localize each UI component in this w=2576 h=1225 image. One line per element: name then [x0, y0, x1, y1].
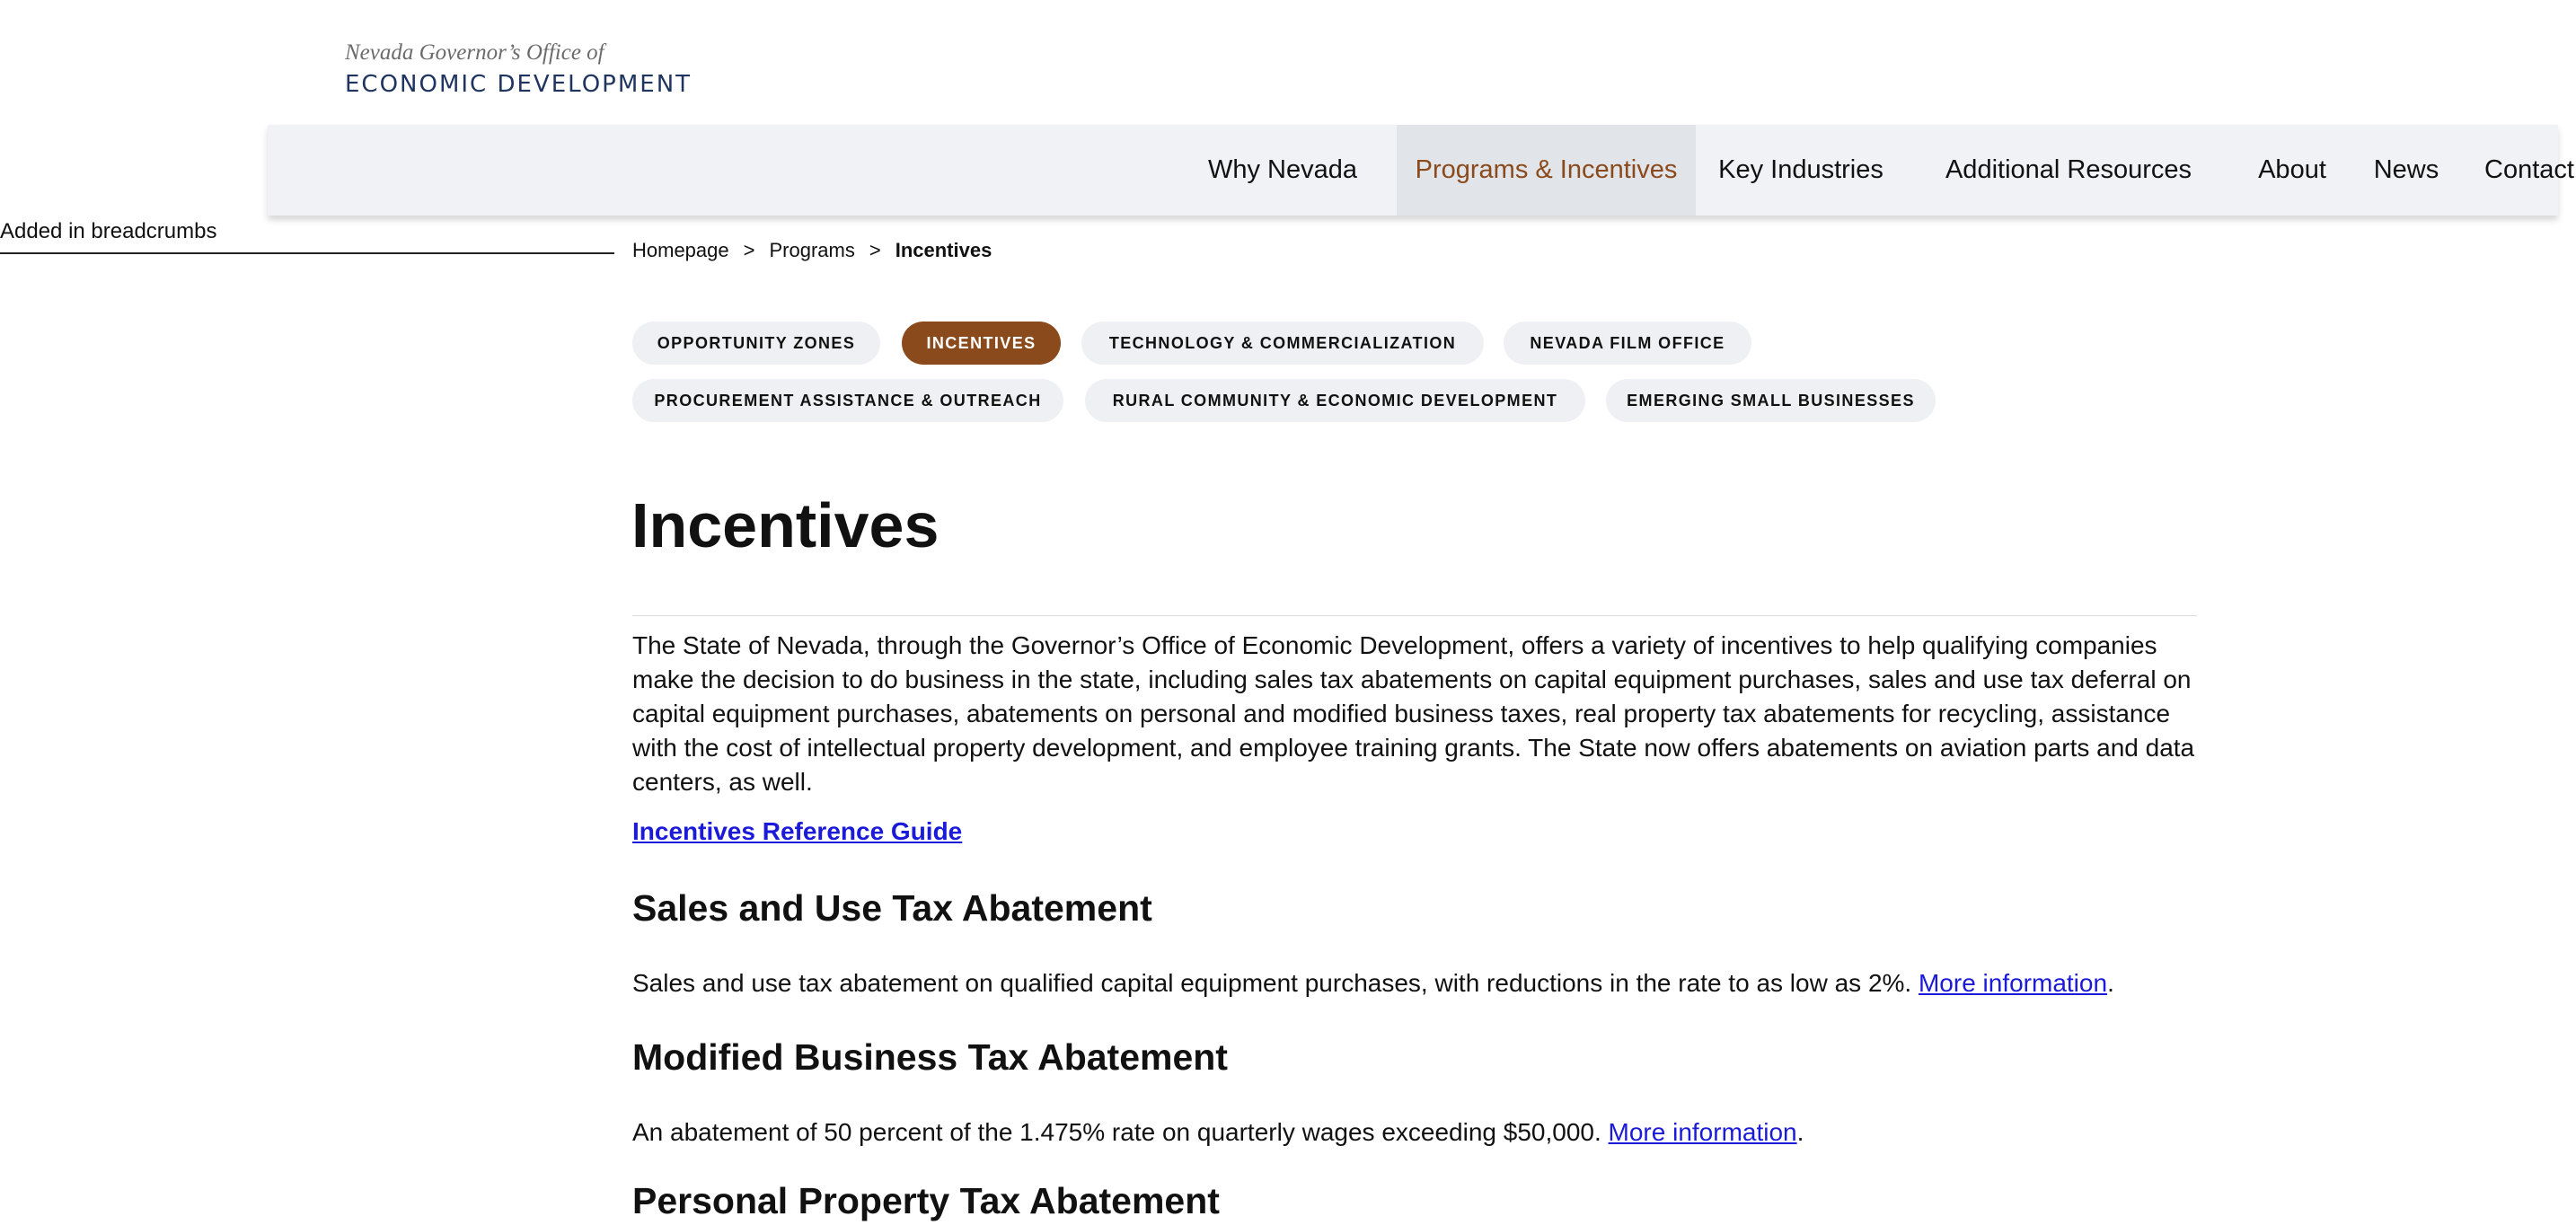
- breadcrumb-programs[interactable]: Programs: [769, 239, 855, 261]
- breadcrumb-separator: >: [743, 239, 755, 261]
- breadcrumb-current: Incentives: [895, 239, 992, 261]
- nav-item-contact[interactable]: Contact: [2484, 155, 2574, 184]
- site-logo[interactable]: [345, 40, 812, 101]
- tab-nevada-film-office[interactable]: NEVADA FILM OFFICE: [1504, 322, 1751, 365]
- more-information-link[interactable]: More information: [1918, 969, 2108, 997]
- section-text-period: .: [2107, 969, 2114, 997]
- nav-item-why-nevada[interactable]: Why Nevada: [1208, 155, 1358, 184]
- breadcrumb: [632, 239, 992, 262]
- section-heading-modified-business-tax: Modified Business Tax Abatement: [632, 1036, 1228, 1078]
- section-heading-sales-use-tax: Sales and Use Tax Abatement: [632, 887, 1152, 929]
- more-information-link[interactable]: More information: [1608, 1118, 1797, 1146]
- main-nav: [268, 125, 2574, 216]
- nav-item-news[interactable]: News: [2373, 155, 2439, 184]
- breadcrumb-separator: >: [869, 239, 881, 261]
- section-text-period: .: [1796, 1118, 1804, 1146]
- tab-emerging-small-businesses[interactable]: EMERGING SMALL BUSINESSES: [1606, 379, 1936, 422]
- intro-paragraph: The State of Nevada, through the Governor’s Office of Economic Development, offers a variety of incentives to help qualifying companies make the decision to do business in the state, including sales tax abatements on capital equipment purchases, sales and use tax deferral on capital equipment purchases, abatements on personal and modified business taxes, real property tax abatements for recycling, assistance with the cost of intellectual property development, and employee training grants. The State now offers abatements on aviation parts and data centers, as well.: [632, 631, 2195, 796]
- section-text-body: An abatement of 50 percent of the 1.475% rate on quarterly wages exceeding $50,000.: [632, 1118, 1609, 1146]
- tab-opportunity-zones[interactable]: OPPORTUNITY ZONES: [632, 322, 880, 365]
- tab-rural-community-economic-development[interactable]: RURAL COMMUNITY & ECONOMIC DEVELOPMENT: [1085, 379, 1585, 422]
- section-heading-personal-property-tax: Personal Property Tax Abatement: [632, 1180, 1220, 1221]
- tab-incentives[interactable]: INCENTIVES: [902, 322, 1061, 365]
- annotation-pointer-line: [0, 252, 614, 254]
- tab-technology-commercialization[interactable]: TECHNOLOGY & COMMERCIALIZATION: [1081, 322, 1484, 365]
- incentives-reference-guide-link[interactable]: Incentives Reference Guide: [632, 817, 963, 845]
- tab-procurement-assistance-outreach[interactable]: PROCUREMENT ASSISTANCE & OUTREACH: [632, 379, 1063, 422]
- nav-item-key-industries[interactable]: Key Industries: [1718, 155, 1883, 184]
- nav-item-programs-incentives[interactable]: Programs & Incentives: [1397, 125, 1696, 216]
- section-text-body: Sales and use tax abatement on qualified capital equipment purchases, with reductions in the rate to as low as 2%.: [632, 969, 1919, 997]
- section-text-sales-use-tax: [632, 966, 2114, 1000]
- annotation-label: Added in breadcrumbs: [0, 219, 217, 243]
- logo-subtitle: Nevada Governor’s Office of: [345, 40, 604, 65]
- logo-title: ECONOMIC DEVELOPMENT: [345, 71, 693, 98]
- breadcrumb-homepage[interactable]: Homepage: [632, 239, 729, 261]
- nav-item-about[interactable]: About: [2258, 155, 2326, 184]
- section-text-modified-business-tax: [632, 1115, 1804, 1150]
- title-divider: [632, 615, 2197, 616]
- nav-item-additional-resources[interactable]: Additional Resources: [1945, 155, 2192, 184]
- page-title: Incentives: [631, 490, 940, 560]
